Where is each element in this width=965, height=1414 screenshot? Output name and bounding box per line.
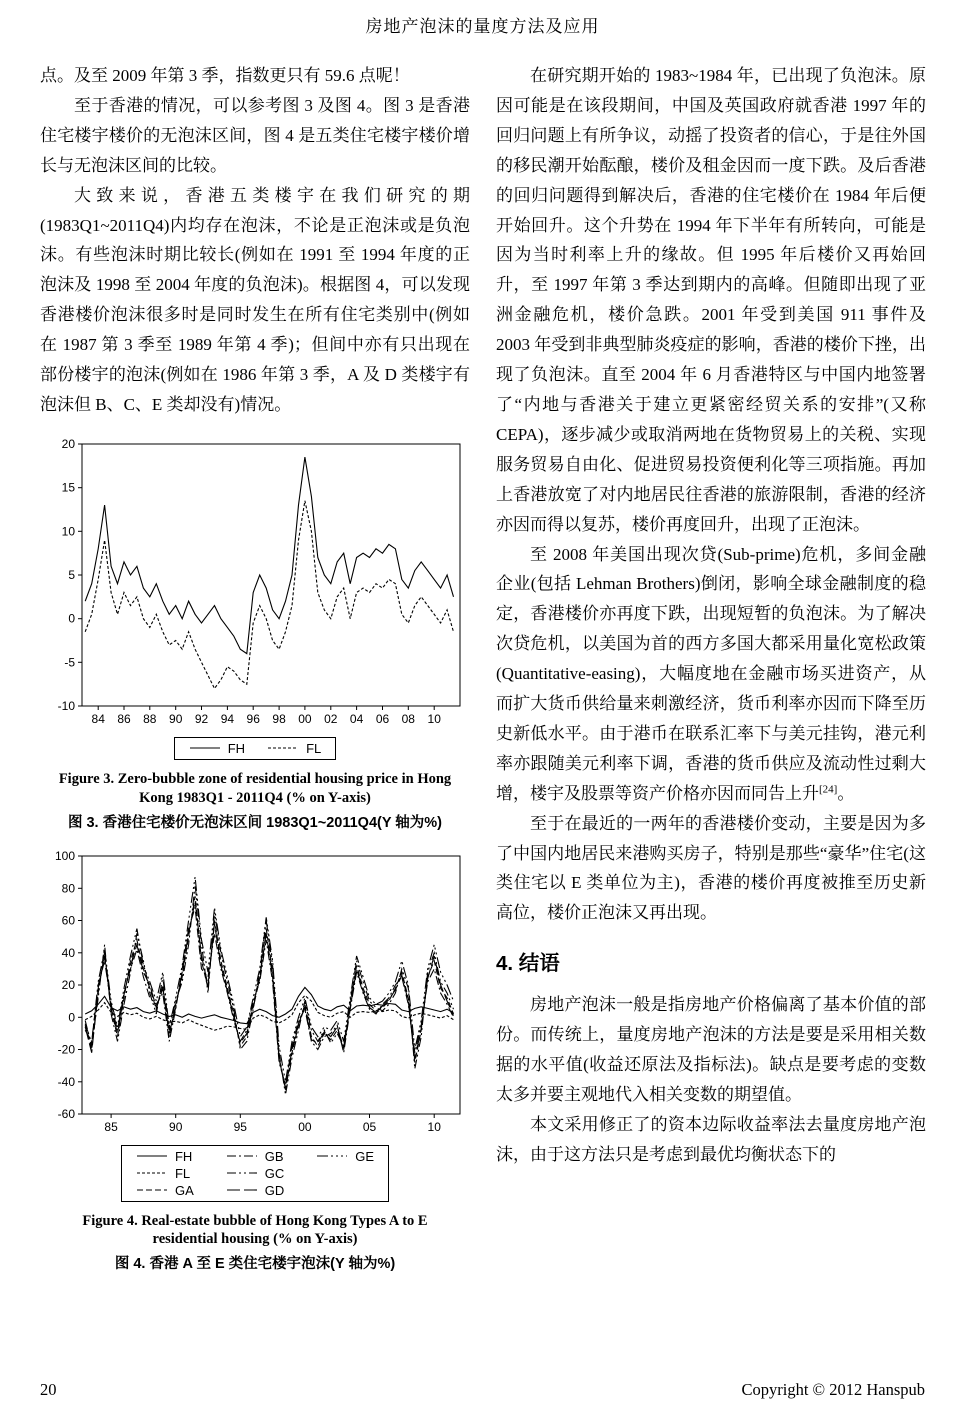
svg-text:86: 86 — [117, 711, 131, 726]
figure3-caption-en: Figure 3. Zero-bubble zone of residential housing price in Hong Kong 1983Q1 - 2011Q4 (% on Y-axis) — [58, 770, 452, 806]
svg-text:80: 80 — [61, 880, 75, 895]
svg-text:15: 15 — [61, 480, 75, 495]
right-column — [496, 61, 926, 1279]
svg-text:96: 96 — [246, 711, 260, 726]
legend-label: FL — [306, 740, 322, 756]
figure4-chart — [40, 848, 470, 1140]
paragraph-text: 至 2008 年美国出现次贷(Sub-prime)危机，多间金融企业(包括 Lehman Brothers)倒闭，影响全球金融制度的稳定，香港楼价亦再度下跌，出现短暂的负泡沫。为了解决次贷危机，以美国为首的西方多国大都采用量化宽松政策(Quantitative-easing)，大幅度地在金融市场买进资产，从而扩大货币供给量来刺激经济，货币利率亦因而下降至历史新低水平。由于港币在联系汇率下与美元挂钩，港元利率亦跟随美元利率下调，香港的货币供应及流动性过剩大增，楼宇及股票等资产价格亦因而同告上升 — [496, 544, 926, 803]
legend-item-fh — [136, 1149, 194, 1164]
svg-text:100: 100 — [54, 848, 75, 863]
svg-text:02: 02 — [324, 711, 338, 726]
svg-text:90: 90 — [169, 1119, 183, 1134]
figure3-caption — [40, 770, 470, 832]
legend-line-sample — [136, 1151, 168, 1161]
copyright: Copyright © 2012 Hanspub — [741, 1380, 925, 1399]
paragraph-text: 。 — [837, 783, 855, 803]
svg-text:-60: -60 — [57, 1106, 75, 1121]
page-header-title: 房地产泡沫的量度方法及应用 — [365, 17, 600, 36]
legend-label: GC — [264, 1165, 285, 1181]
legend-line-sample — [267, 743, 299, 753]
svg-text:08: 08 — [401, 711, 415, 726]
legend-line-sample — [136, 1168, 168, 1178]
legend-line-sample — [226, 1168, 258, 1178]
legend-item-gb — [226, 1149, 285, 1164]
svg-text:00: 00 — [298, 1119, 312, 1134]
svg-text:20: 20 — [61, 977, 75, 992]
legend-label: FH — [227, 740, 246, 756]
figure3-chart — [40, 436, 470, 732]
svg-text:-5: -5 — [64, 655, 75, 670]
figure4-caption — [40, 1212, 470, 1274]
legend-line-sample — [226, 1151, 258, 1161]
svg-text:90: 90 — [169, 711, 183, 726]
svg-text:10: 10 — [427, 711, 441, 726]
legend-item-fl — [136, 1166, 194, 1181]
legend-line-sample — [316, 1151, 348, 1161]
paragraph: 大致来说，香港五类楼宇在我们研究的期(1983Q1~2011Q4)内均存在泡沫，不论是正泡沫或是负泡沫。有些泡沫时期比较长(例如在 1991 至 1994 年度的正泡沫及 1998 至 2004 年度的负泡沫)。根据图 4，可以发现香港楼价泡沫很多时是同时发生在所有住宅类别中(例如在 1987 第 3 季至 1989 年第 4 季)；但间中亦有只出现在部份楼宇的泡沫(例如在 1986 年第 3 季，A 及 D 类楼宇有泡沫但 B、C、E 类却没有)情况。 — [40, 185, 470, 414]
svg-text:04: 04 — [349, 711, 364, 726]
svg-text:06: 06 — [375, 711, 390, 726]
legend-label: GB — [264, 1148, 284, 1164]
figure4-caption-zh: 图 4. 香港 A 至 E 类住宅楼宇泡沫(Y 轴为%) — [114, 1256, 396, 1273]
section-heading-conclusion: 4. 结语 — [496, 952, 560, 976]
svg-text:85: 85 — [104, 1119, 118, 1134]
legend-item-gc — [226, 1166, 285, 1181]
figure3-caption-zh: 图 3. 香港住宅楼价无泡沫区间 1983Q1~2011Q4(Y 轴为%) — [67, 814, 443, 831]
legend-item-fh — [189, 741, 245, 756]
figure4-caption-en: Figure 4. Real-estate bubble of Hong Kong Types A to E residential housing (% on Y-axis) — [82, 1212, 428, 1248]
legend-item-fl — [267, 741, 321, 756]
svg-text:40: 40 — [61, 945, 75, 960]
figure-4 — [40, 848, 470, 1274]
svg-text:60: 60 — [61, 913, 75, 928]
paragraph: 点。及至 2009 年第 3 季，指数更只有 59.6 点呢！ — [40, 66, 410, 85]
legend-label: FH — [174, 1148, 193, 1164]
paragraph: 在研究期开始的 1983~1984 年，已出现了负泡沫。原因可能是在该段期间，中国及英国政府就香港 1997 年的回归问题上有所争议，动摇了投资者的信心，于是往外国的移民潮开始酝酿，楼价及租金因而一度下跌。及后香港的回归问题得到解决后，香港的住宅楼价在 1984 年后便开始回升。这个升势在 1994 年下半年有所转向，可能是因为当时利率上升的缘故。但 1995 年后楼价又再始回升，至 1997 年第 3 季达到期内的高峰。但随即出现了亚洲金融危机，楼价急跌。2001 年受到美国 911 事件及 2003 年受到非典型肺炎疫症的影响，香港的楼价下挫，出现了负泡沫。直至 2004 年 6 月香港特区与中国内地签署了“内地与香港关于建立更紧密经贸关系的安排”(又称 CEPA)，逐步减少或取消两地在货物贸易上的关税、实现服务贸易自由化、促进贸易投资便利化等三项指施。再加上香港放宽了对内地居民往香港的旅游限制，香港的经济亦因而得以复苏，楼价再度回升，出现了正泡沫。 — [496, 66, 926, 534]
paragraph: 至于香港的情况，可以参考图 3 及图 4。图 3 是香港住宅楼宇楼价的无泡沫区间，图 4 是五类住宅楼宇楼价增长与无泡沫区间的比较。 — [40, 95, 470, 175]
legend-item-ga — [136, 1183, 194, 1198]
figure4-legend — [121, 1145, 389, 1202]
legend-label: GD — [264, 1182, 285, 1198]
left-column — [40, 61, 470, 1279]
svg-text:-20: -20 — [57, 1042, 75, 1057]
svg-text:92: 92 — [194, 711, 209, 726]
legend-label: FL — [174, 1165, 191, 1181]
figure-3 — [40, 436, 470, 832]
svg-text:-40: -40 — [57, 1074, 75, 1089]
svg-text:-10: -10 — [57, 698, 75, 713]
paragraph: 房地产泡沫一般是指房地产价格偏离了基本价值的部份。而传统上，量度房地产泡沫的方法是要是采用相关数据的水平值(收益还原法及指标法)。缺点是要考虑的变数太多并要主观地代入相关变数的期望值。 — [496, 995, 926, 1104]
svg-text:94: 94 — [220, 711, 235, 726]
svg-text:84: 84 — [91, 711, 105, 726]
svg-text:98: 98 — [272, 711, 286, 726]
figure3-legend-wrap — [40, 737, 470, 760]
paragraph — [496, 540, 926, 809]
legend-label: GA — [174, 1182, 194, 1198]
svg-text:20: 20 — [61, 436, 75, 451]
svg-text:00: 00 — [298, 711, 312, 726]
legend-line-sample — [226, 1185, 258, 1195]
legend-item-gd — [226, 1183, 285, 1198]
svg-text:0: 0 — [68, 611, 75, 626]
citation-ref: [24] — [819, 783, 838, 796]
figure3-legend — [174, 737, 337, 760]
page-number: 20 — [40, 1380, 57, 1399]
legend-item-ge — [316, 1149, 374, 1164]
two-column-layout — [40, 61, 925, 1279]
paragraph: 本文采用修正了的资本边际收益率法去量度房地产泡沫，由于这方法只是考虑到最优均衡状态下的 — [496, 1114, 926, 1164]
svg-text:10: 10 — [61, 524, 75, 539]
legend-line-sample — [136, 1185, 168, 1195]
svg-text:88: 88 — [143, 711, 157, 726]
legend-line-sample — [189, 743, 221, 753]
paragraph: 至于在最近的一两年的香港楼价变动，主要是因为多了中国内地居民来港购买房子，特别是那些“豪华”住宅(这类住宅以 E 类单位为主)，香港的楼价再度被推至历史新高位，楼价正泡沫又再出现。 — [496, 813, 926, 923]
svg-text:0: 0 — [68, 1009, 75, 1024]
svg-text:95: 95 — [233, 1119, 247, 1134]
page-footer — [40, 1380, 925, 1400]
figure4-legend-wrap — [40, 1145, 470, 1202]
svg-text:05: 05 — [362, 1119, 377, 1134]
legend-label: GE — [355, 1148, 375, 1164]
svg-text:5: 5 — [68, 567, 75, 582]
svg-text:10: 10 — [427, 1119, 441, 1134]
